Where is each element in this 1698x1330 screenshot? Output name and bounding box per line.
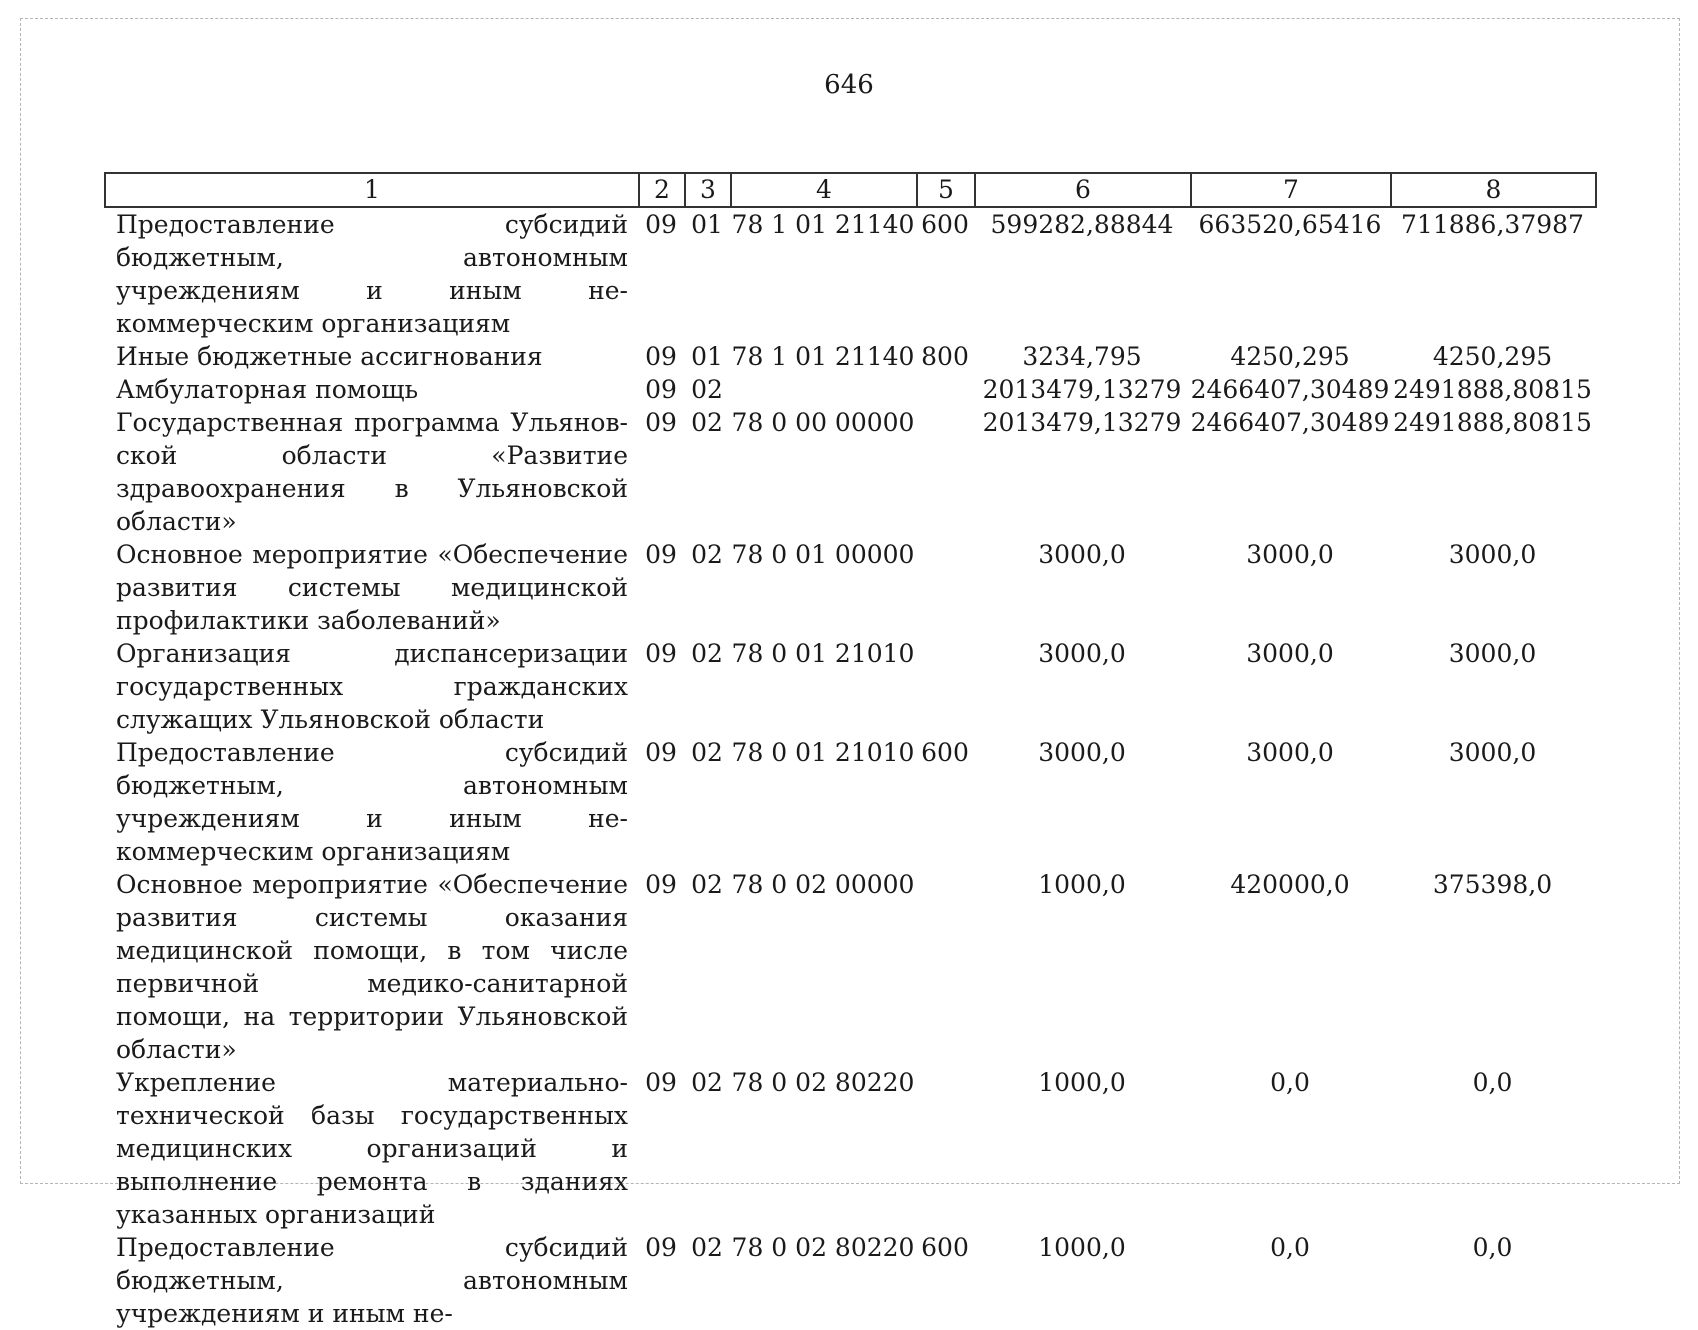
row-target-code: 78 0 01 00000 xyxy=(731,540,915,569)
row-expense-type: 600 xyxy=(921,210,969,239)
row-expense-type xyxy=(916,373,974,406)
row-amount-col7: 4250,295 xyxy=(1230,342,1350,371)
row-target-code: 78 0 01 21010 xyxy=(731,639,915,668)
row-expense-type: 800 xyxy=(921,342,969,371)
row-subsection: 01 xyxy=(691,210,723,239)
row-name: Амбулаторная помощь xyxy=(116,375,419,404)
row-amount-col6: 1000,0 xyxy=(1038,1068,1126,1097)
row-amount-col8: 3000,0 xyxy=(1448,540,1537,569)
header-cell: 3 xyxy=(685,173,731,207)
row-expense-type xyxy=(916,1066,974,1231)
row-amount-col8: 375398,0 xyxy=(1432,870,1553,899)
header-cell: 6 xyxy=(975,173,1191,207)
row-target-code: 78 0 02 00000 xyxy=(731,870,915,899)
header-cell: 5 xyxy=(917,173,975,207)
row-amount-col7: 2466407,30489 xyxy=(1190,375,1390,404)
row-amount-col6: 2013479,13279 xyxy=(982,375,1182,404)
row-amount-col7: 663520,65416 xyxy=(1198,210,1382,239)
row-expense-type xyxy=(916,868,974,1066)
table-row xyxy=(104,406,1595,538)
row-amount-col8: 2491888,80815 xyxy=(1393,375,1592,404)
row-subsection: 02 xyxy=(691,1068,723,1097)
header-cell: 7 xyxy=(1191,173,1391,207)
header-cell: 4 xyxy=(731,173,917,207)
table-row xyxy=(104,736,1595,868)
row-expense-type xyxy=(916,637,974,736)
row-name: Укрепление материально-технической базы государственных медицинских организаций и выполнение ремонта в зданиях указанных организаций xyxy=(116,1068,628,1229)
row-name: Предоставление субсидий бюджетным, автономным учреждениям и иным некоммерческим организациям xyxy=(116,738,628,866)
row-amount-col7: 2466407,30489 xyxy=(1190,408,1390,437)
table-row xyxy=(104,208,1595,340)
row-name: Иные бюджетные ассигнования xyxy=(116,342,543,371)
row-amount-col7: 0,0 xyxy=(1270,1068,1310,1097)
row-target-code: 78 0 00 00000 xyxy=(731,408,915,437)
table-row xyxy=(104,340,1595,373)
row-subsection: 02 xyxy=(691,639,723,668)
row-subsection: 02 xyxy=(691,375,723,404)
row-target-code: 78 0 02 80220 xyxy=(731,1068,915,1097)
row-subsection: 02 xyxy=(691,408,723,437)
row-expense-type: 600 xyxy=(921,1233,969,1262)
row-section: 09 xyxy=(645,639,677,668)
row-amount-col8: 0,0 xyxy=(1472,1068,1513,1097)
row-subsection: 02 xyxy=(691,540,723,569)
page-number: 646 xyxy=(824,70,874,100)
row-target-code: 78 0 02 80220 xyxy=(731,1233,915,1262)
row-amount-col7: 3000,0 xyxy=(1246,639,1334,668)
row-name: Предоставление субсидий бюджетным, автономным учреждениям и иным некоммерческим организациям xyxy=(116,210,628,338)
row-amount-col6: 3234,795 xyxy=(1022,342,1142,371)
row-section: 09 xyxy=(645,408,677,437)
row-subsection: 02 xyxy=(691,738,723,767)
header-row xyxy=(105,173,1596,207)
row-subsection: 02 xyxy=(691,870,723,899)
row-target-code xyxy=(730,373,916,406)
row-amount-col8: 3000,0 xyxy=(1448,738,1537,767)
row-amount-col7: 3000,0 xyxy=(1246,540,1334,569)
row-amount-col7: 0,0 xyxy=(1270,1233,1310,1262)
header-cell: 8 xyxy=(1391,173,1596,207)
row-name: Основное мероприятие «Обеспечение развития системы медицинской профилактики заболеваний» xyxy=(116,540,628,635)
header-cell: 2 xyxy=(639,173,685,207)
row-section: 09 xyxy=(645,870,677,899)
row-section: 09 xyxy=(645,1233,677,1262)
row-subsection: 02 xyxy=(691,1233,723,1262)
row-name: Основное мероприятие «Обеспечение развития системы оказания медицинской помощи, в том числе первичной медико-санитарной помощи, на территории Ульяновской области» xyxy=(116,870,628,1064)
table-row xyxy=(104,868,1595,1066)
row-amount-col8: 2491888,80815 xyxy=(1393,408,1592,437)
row-amount-col6: 1000,0 xyxy=(1038,870,1126,899)
row-target-code: 78 1 01 21140 xyxy=(731,342,915,371)
budget-table xyxy=(104,208,1595,1330)
row-amount-col8: 3000,0 xyxy=(1448,639,1537,668)
row-amount-col6: 3000,0 xyxy=(1038,540,1126,569)
row-expense-type: 600 xyxy=(921,738,969,767)
row-name: Государственная программа Ульяновской области «Развитие здравоохранения в Ульяновской области» xyxy=(116,408,628,536)
row-subsection: 01 xyxy=(691,342,723,371)
table-row xyxy=(104,1231,1595,1330)
row-section: 09 xyxy=(645,342,677,371)
row-name: Предоставление субсидий бюджетным, автономным учреждениям и иным не- xyxy=(116,1233,628,1328)
column-number-header xyxy=(104,172,1597,208)
table-row xyxy=(104,1066,1595,1231)
row-amount-col6: 599282,88844 xyxy=(990,210,1174,239)
table-row xyxy=(104,373,1595,406)
row-section: 09 xyxy=(645,540,677,569)
row-amount-col7: 420000,0 xyxy=(1230,870,1350,899)
row-section: 09 xyxy=(645,1068,677,1097)
row-name: Организация диспансеризации государственных гражданских служащих Ульяновской области xyxy=(116,639,628,734)
row-amount-col8: 4250,295 xyxy=(1432,342,1553,371)
row-amount-col8: 0,0 xyxy=(1472,1233,1513,1262)
row-amount-col8: 711886,37987 xyxy=(1401,210,1584,239)
row-amount-col6: 1000,0 xyxy=(1038,1233,1126,1262)
table-row xyxy=(104,637,1595,736)
row-target-code: 78 1 01 21140 xyxy=(731,210,915,239)
row-target-code: 78 0 01 21010 xyxy=(731,738,915,767)
table-row xyxy=(104,538,1595,637)
row-section: 09 xyxy=(645,210,677,239)
row-section: 09 xyxy=(645,738,677,767)
row-expense-type xyxy=(916,538,974,637)
row-amount-col6: 3000,0 xyxy=(1038,738,1126,767)
row-amount-col6: 3000,0 xyxy=(1038,639,1126,668)
row-amount-col7: 3000,0 xyxy=(1246,738,1334,767)
row-expense-type xyxy=(916,406,974,538)
row-amount-col6: 2013479,13279 xyxy=(982,408,1182,437)
row-section: 09 xyxy=(645,375,677,404)
header-cell: 1 xyxy=(105,173,639,207)
